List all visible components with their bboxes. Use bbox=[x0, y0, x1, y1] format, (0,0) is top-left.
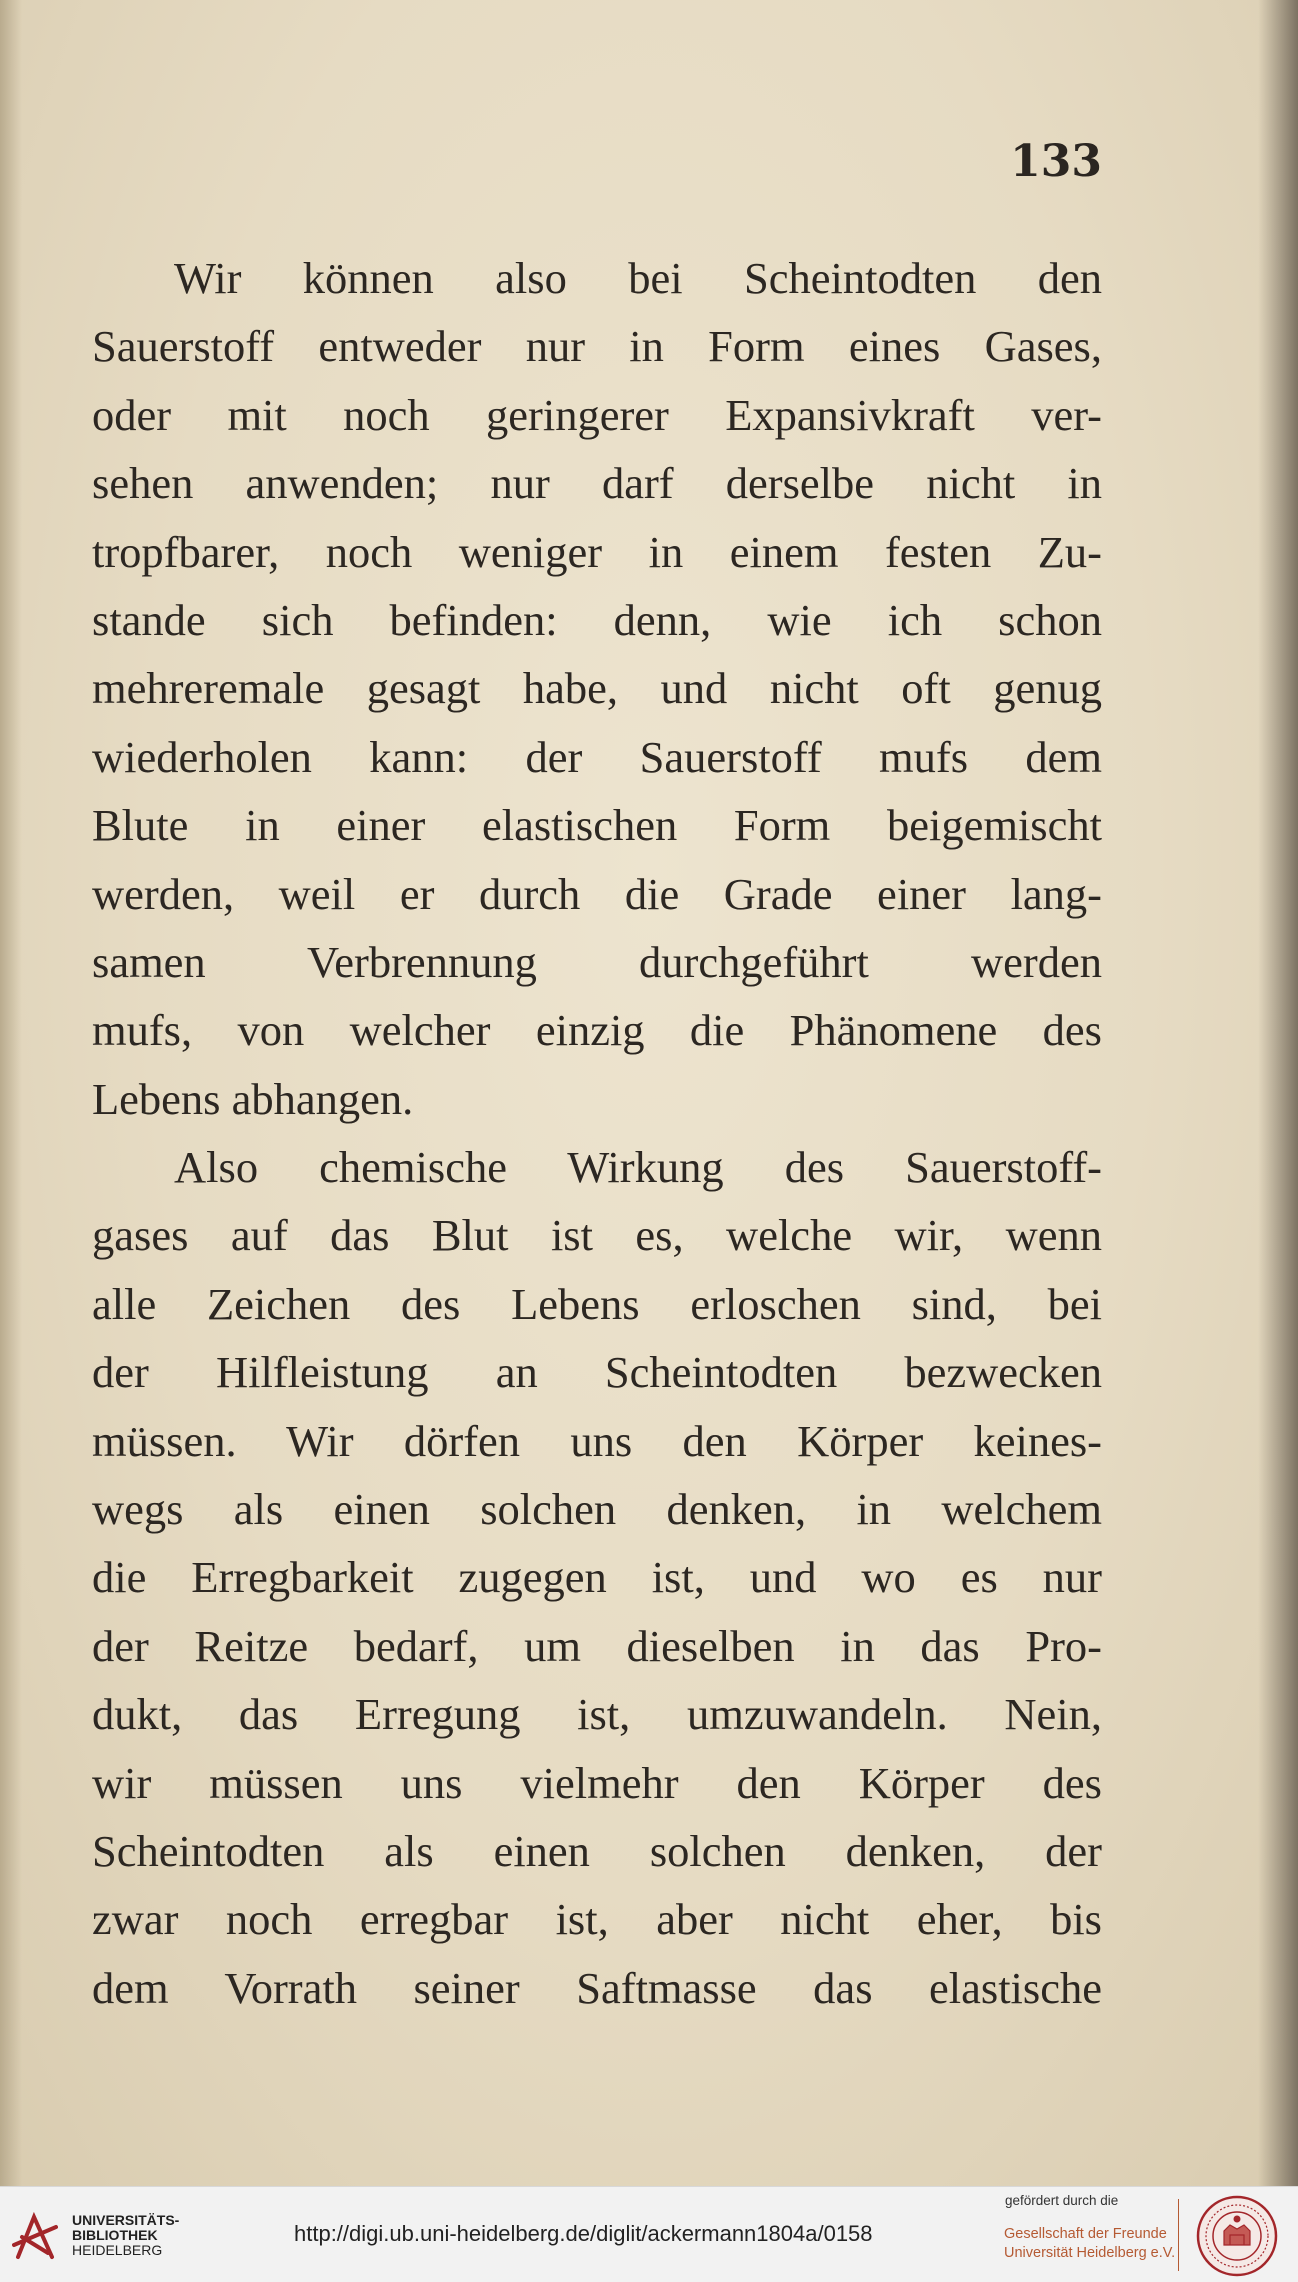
text-line: mufs, von welcher einzig die Phänomene des bbox=[92, 1005, 1102, 1056]
text-line: Also chemische Wirkung des Sauerstoff- bbox=[174, 1142, 1102, 1193]
text-line: gases auf das Blut ist es, welche wir, wenn bbox=[92, 1210, 1102, 1261]
library-name bbox=[72, 2213, 179, 2258]
text-line: tropfbarer, noch weniger in einem festen Zu- bbox=[92, 526, 1102, 577]
text-line: wiederholen kann: der Sauerstoff mufs dem bbox=[92, 731, 1102, 782]
page-number: 133 bbox=[1010, 136, 1102, 187]
library-name-line3: HEIDELBERG bbox=[72, 2242, 163, 2258]
sponsor-label: gefördert durch die bbox=[1005, 2193, 1119, 2208]
text-line: müssen. Wir dörfen uns den Körper keines- bbox=[92, 1415, 1102, 1466]
text-line: alle Zeichen des Lebens erloschen sind, bei bbox=[92, 1278, 1102, 1329]
text-line: dem Vorrath seiner Saftmasse das elastische bbox=[92, 1962, 1102, 2013]
text-line: oder mit noch geringerer Expansivkraft ver- bbox=[92, 389, 1102, 440]
text-line: wir müssen uns vielmehr den Körper des bbox=[92, 1757, 1102, 1808]
text-line: stande sich befinden: denn, wie ich schon bbox=[92, 594, 1102, 645]
university-seal-icon[interactable] bbox=[1196, 2195, 1278, 2277]
text-line: die Erregbarkeit zugegen ist, und wo es nur bbox=[92, 1552, 1102, 1603]
text-line: samen Verbrennung durchgeführt werden bbox=[92, 936, 1102, 987]
sponsor-divider bbox=[1178, 2199, 1179, 2271]
text-line: zwar noch erregbar ist, aber nicht eher, bis bbox=[92, 1894, 1102, 1945]
text-line: werden, weil er durch die Grade einer lang- bbox=[92, 868, 1102, 919]
text-line: Blute in einer elastischen Form beigemischt bbox=[92, 800, 1102, 851]
sponsor-name-line1: Gesellschaft der Freunde bbox=[1004, 2226, 1167, 2242]
text-line: dukt, das Erregung ist, umzuwandeln. Nein, bbox=[92, 1689, 1102, 1740]
text-line: Scheintodten als einen solchen denken, der bbox=[92, 1825, 1102, 1876]
text-line: der Hilfleistung an Scheintodten bezwecken bbox=[92, 1347, 1102, 1398]
ub-heidelberg-logo-icon[interactable] bbox=[12, 2207, 58, 2263]
text-line: wegs als einen solchen denken, in welchem bbox=[92, 1484, 1102, 1535]
sponsor-name[interactable] bbox=[1004, 2225, 1175, 2263]
page-text-block bbox=[92, 244, 1102, 2022]
library-name-line2: BIBLIOTHEK bbox=[72, 2227, 158, 2243]
text-line: Wir können also bei Scheintodten den bbox=[174, 253, 1102, 303]
permalink-url[interactable]: http://digi.ub.uni-heidelberg.de/diglit/ackermann1804a/0158 bbox=[294, 2221, 873, 2246]
text-line: mehreremale gesagt habe, und nicht oft genug bbox=[92, 663, 1102, 714]
sponsor-name-line2: Universität Heidelberg e.V. bbox=[1004, 2245, 1176, 2261]
text-line: Lebens abhangen. bbox=[92, 1073, 414, 1124]
text-line: sehen anwenden; nur darf derselbe nicht in bbox=[92, 458, 1102, 509]
library-name-line1: UNIVERSITÄTS- bbox=[72, 2212, 180, 2228]
text-line: Sauerstoff entweder nur in Form eines Gases, bbox=[92, 321, 1102, 372]
digitization-footer bbox=[0, 2186, 1298, 2282]
text-line: der Reitze bedarf, um dieselben in das Pro- bbox=[92, 1620, 1102, 1671]
